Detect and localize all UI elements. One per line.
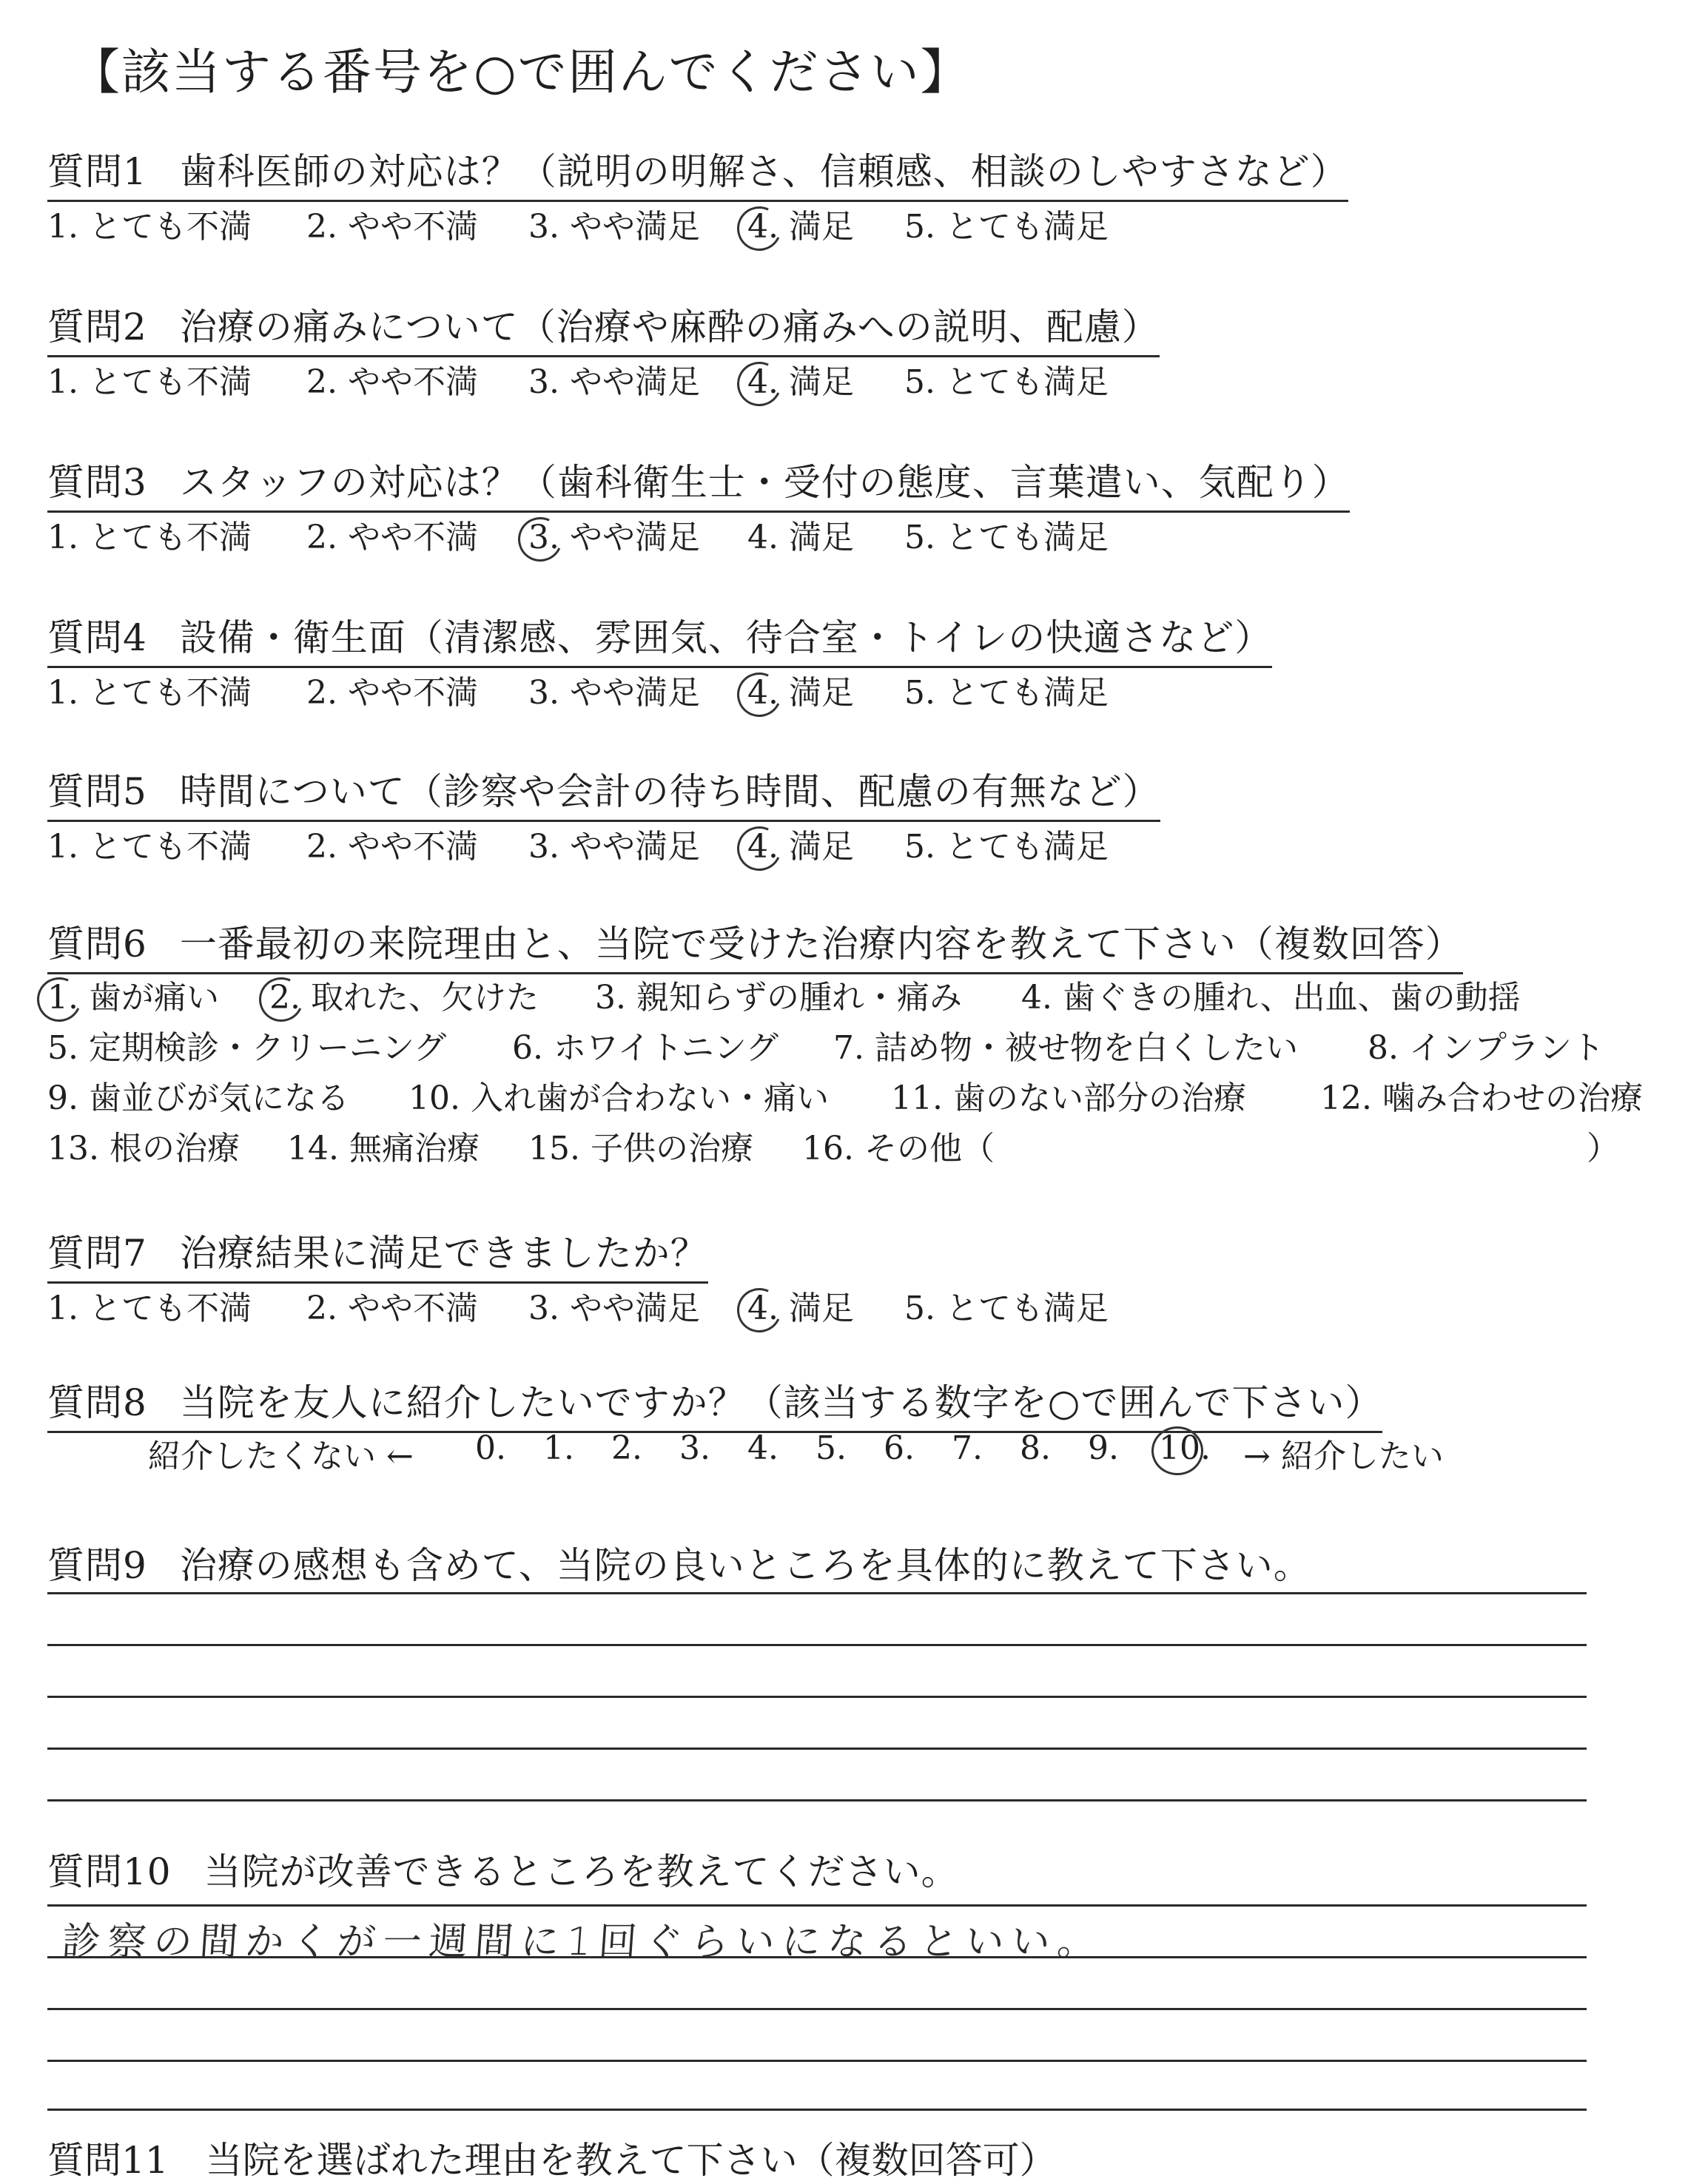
rating-option-3[interactable]: 3. やや満足 (528, 828, 700, 866)
scale-value-3[interactable]: 3. (679, 1429, 710, 1467)
scale-left-label: 紹介したくない ← (148, 1438, 414, 1475)
answer-line[interactable] (47, 1956, 1587, 1958)
rating-option-4-circled[interactable]: 4. 満足 (747, 674, 854, 712)
answer-line[interactable] (47, 2109, 1587, 2111)
rating-option-2[interactable]: 2. やや不満 (306, 363, 478, 401)
scale-value-10-circled[interactable]: 10. (1159, 1429, 1211, 1467)
scale-value-0[interactable]: 0. (475, 1429, 506, 1467)
question-5-title (47, 762, 1160, 822)
reason-option-7[interactable]: 7. 詰め物・被せ物を白くしたい (833, 1029, 1298, 1067)
rating-option-2[interactable]: 2. やや不満 (306, 828, 478, 866)
rating-option-5[interactable]: 5. とても満足 (904, 828, 1109, 866)
reason-option-2-circled[interactable]: 2. 取れた、欠けた (269, 979, 539, 1017)
reason-option-1-circled[interactable]: 1. 歯が痛い (47, 979, 219, 1017)
reason-option-16[interactable]: 16. その他（ (802, 1130, 995, 1167)
question-text: 当院が改善できるところを教えてください。 (204, 1850, 959, 1893)
rating-option-4-circled[interactable]: 4. 満足 (747, 828, 854, 866)
question-9-title (47, 1536, 1311, 1594)
rating-option-3[interactable]: 3. やや満足 (528, 674, 700, 712)
question-text: 時間について（診察や会計の待ち時間、配慮の有無など） (179, 770, 1160, 813)
reason-option-10[interactable]: 10. 入れ歯が合わない・痛い (408, 1079, 829, 1117)
rating-option-4-circled[interactable]: 4. 満足 (747, 208, 854, 246)
reason-option-5[interactable]: 5. 定期検診・クリーニング (47, 1029, 447, 1067)
reason-option-4[interactable]: 4. 歯ぐきの腫れ、出血、歯の動揺 (1021, 979, 1521, 1017)
rating-option-5[interactable]: 5. とても満足 (904, 519, 1109, 556)
answer-line[interactable] (47, 1696, 1587, 1698)
scale-value-6[interactable]: 6. (884, 1429, 915, 1467)
question-number: 質問7 (47, 1232, 147, 1275)
question-3-title (47, 453, 1350, 513)
rating-option-1[interactable]: 1. とても不満 (47, 519, 252, 556)
rating-option-3-circled[interactable]: 3. やや満足 (528, 519, 700, 556)
scale-value-2[interactable]: 2. (611, 1429, 642, 1467)
answer-line[interactable] (47, 2060, 1587, 2062)
question-text: 治療の感想も含めて、当院の良いところを具体的に教えて下さい。 (179, 1544, 1311, 1587)
scale-value-4[interactable]: 4. (747, 1429, 778, 1467)
question-8-title (47, 1373, 1382, 1433)
rating-option-2[interactable]: 2. やや不満 (306, 519, 478, 556)
scale-value-7[interactable]: 7. (952, 1429, 983, 1467)
rating-option-1[interactable]: 1. とても不満 (47, 674, 252, 712)
rating-option-4-circled[interactable]: 4. 満足 (747, 363, 854, 401)
reason-option-13[interactable]: 13. 根の治療 (47, 1130, 240, 1167)
question-text: スタッフの対応は？（歯科衛生士・受付の態度、言葉遣い、気配り） (179, 461, 1350, 504)
rating-option-1[interactable]: 1. とても不満 (47, 828, 252, 866)
rating-option-2[interactable]: 2. やや不満 (306, 1290, 478, 1327)
question-number: 質問9 (47, 1544, 147, 1587)
reason-option-15[interactable]: 15. 子供の治療 (528, 1130, 753, 1167)
question-number: 質問5 (47, 770, 147, 813)
reason-option-8[interactable]: 8. インプラント (1368, 1029, 1604, 1067)
rating-option-5[interactable]: 5. とても満足 (904, 674, 1109, 712)
question-2-title (47, 297, 1160, 357)
handwritten-answer: 診察の間かくが一週間に1回ぐらいになるといい。 (60, 1920, 1105, 1964)
question-text: 治療結果に満足できましたか？ (179, 1232, 708, 1275)
reason-option-16-close: ） (1587, 1130, 1619, 1167)
rating-option-4[interactable]: 4. 満足 (747, 519, 854, 556)
scale-value-9[interactable]: 9. (1088, 1429, 1119, 1467)
scale-right-label: → 紹介したい (1243, 1438, 1444, 1475)
rating-option-3[interactable]: 3. やや満足 (528, 1290, 700, 1327)
rating-option-5[interactable]: 5. とても満足 (904, 363, 1109, 401)
scale-value-5[interactable]: 5. (815, 1429, 847, 1467)
question-number: 質問8 (47, 1381, 147, 1424)
scale-value-1[interactable]: 1. (543, 1429, 574, 1467)
question-11-title-cropped: 質問11 当院を選ばれた理由を教えて下さい（複数回答可） (47, 2139, 1057, 2182)
answer-line[interactable] (47, 1904, 1587, 1907)
rating-option-5[interactable]: 5. とても満足 (904, 208, 1109, 246)
reason-option-3[interactable]: 3. 親知らずの腫れ・痛み (595, 979, 962, 1017)
scale-value-8[interactable]: 8. (1020, 1429, 1051, 1467)
question-7-title (47, 1224, 708, 1284)
question-text: 設備・衛生面（清潔感、雰囲気、待合室・トイレの快適さなど） (179, 616, 1273, 659)
question-1-title (47, 142, 1348, 202)
rating-option-1[interactable]: 1. とても不満 (47, 208, 252, 246)
question-number: 質問2 (47, 306, 147, 348)
reason-option-11[interactable]: 11. 歯のない部分の治療 (891, 1079, 1246, 1117)
reason-option-12[interactable]: 12. 噛み合わせの治療 (1320, 1079, 1643, 1117)
rating-option-2[interactable]: 2. やや不満 (306, 674, 478, 712)
rating-option-3[interactable]: 3. やや満足 (528, 363, 700, 401)
question-text: 一番最初の来院理由と、当院で受けた治療内容を教えて下さい（複数回答） (179, 923, 1463, 965)
rating-option-1[interactable]: 1. とても不満 (47, 1290, 252, 1327)
question-number: 質問1 (47, 150, 147, 193)
rating-option-2[interactable]: 2. やや不満 (306, 208, 478, 246)
answer-line[interactable] (47, 1592, 1587, 1594)
answer-line[interactable] (47, 1747, 1587, 1750)
question-text: 治療の痛みについて（治療や麻酔の痛みへの説明、配慮） (179, 306, 1160, 348)
question-number: 質問4 (47, 616, 147, 659)
answer-line[interactable] (47, 1799, 1587, 1802)
reason-option-9[interactable]: 9. 歯並びが気になる (47, 1079, 349, 1117)
question-number: 質問3 (47, 461, 147, 504)
rating-option-4-circled[interactable]: 4. 満足 (747, 1290, 854, 1327)
form-instruction-header: 【該当する番号を○で囲んでください】 (71, 44, 971, 101)
reason-option-14[interactable]: 14. 無痛治療 (287, 1130, 480, 1167)
question-10-title (47, 1842, 959, 1900)
reason-option-6[interactable]: 6. ホワイトニング (512, 1029, 779, 1067)
question-text: 歯科医師の対応は？（説明の明解さ、信頼感、相談のしやすさなど） (179, 150, 1348, 193)
question-4-title (47, 608, 1272, 668)
answer-line[interactable] (47, 2008, 1587, 2010)
question-text: 当院を友人に紹介したいですか？（該当する数字を○で囲んで下さい） (179, 1381, 1383, 1424)
rating-option-3[interactable]: 3. やや満足 (528, 208, 700, 246)
question-6-title (47, 914, 1463, 974)
rating-option-1[interactable]: 1. とても不満 (47, 363, 252, 401)
answer-line[interactable] (47, 1644, 1587, 1646)
rating-option-5[interactable]: 5. とても満足 (904, 1290, 1109, 1327)
question-number: 質問6 (47, 923, 147, 965)
question-number: 質問10 (47, 1850, 172, 1893)
